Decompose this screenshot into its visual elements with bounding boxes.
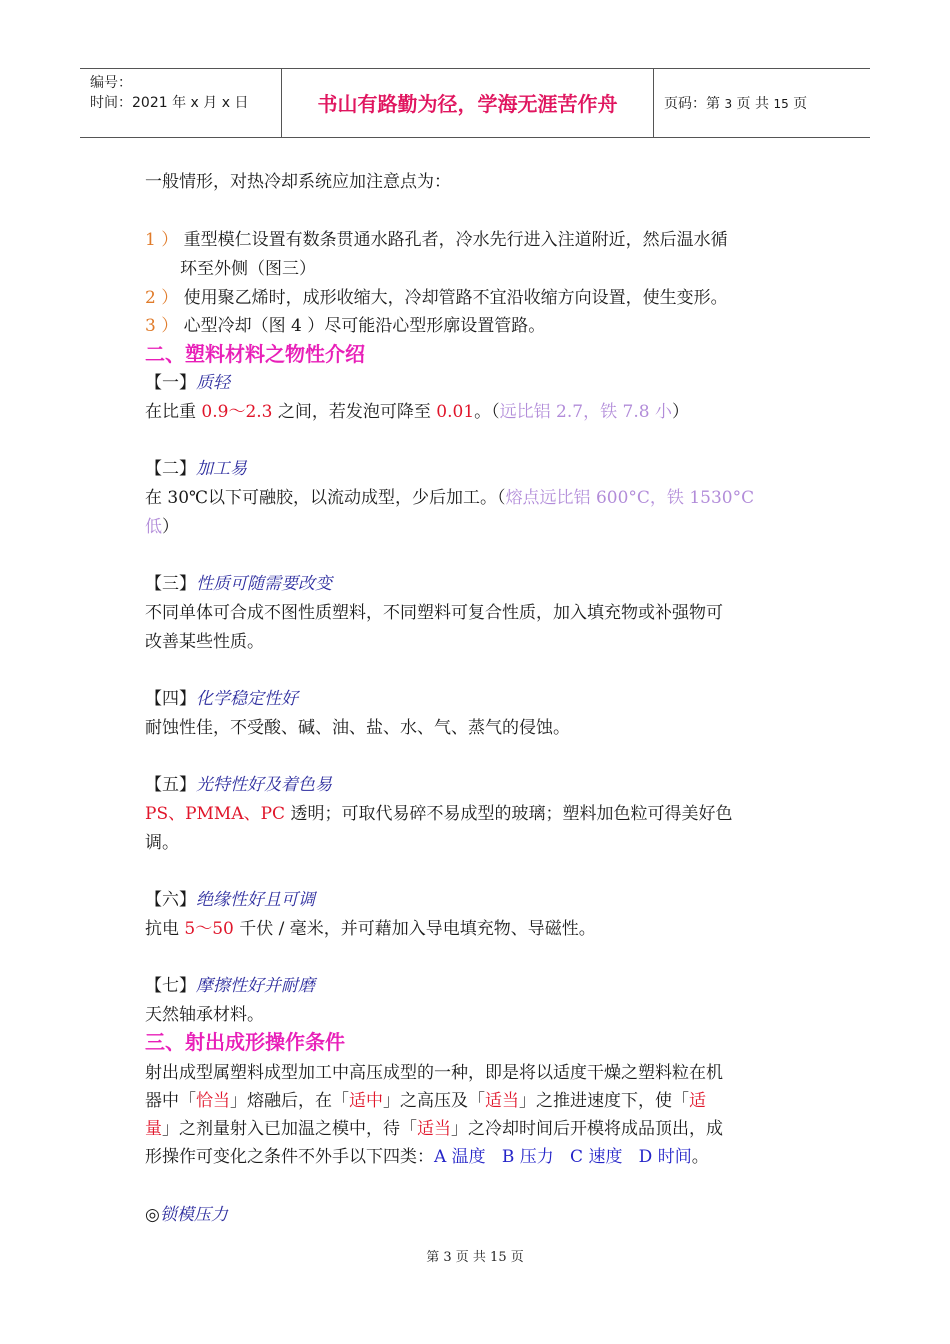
- property-7-heading: 【七】摩擦性好并耐磨: [145, 976, 315, 996]
- page-footer: 第 3 页 共 15 页: [426, 1250, 524, 1265]
- property-1-heading: 【一】质轻: [145, 373, 230, 393]
- motto: 书山有路勤为径，学海无涯苦作舟: [282, 69, 654, 137]
- property-5-body: PS、PMMA、PC 透明；可取代易碎不易成型的玻璃；塑料加色粒可得美好色: [145, 804, 733, 824]
- section-3-para-line-4: 形操作可变化之条件不外手以下四类：A 温度 B 压力 C 速度 D 时间。: [145, 1147, 709, 1167]
- property-7-body: 天然轴承材料。: [145, 1005, 264, 1025]
- header-meta-cell: [80, 69, 282, 137]
- property-2-heading: 【二】加工易: [145, 459, 247, 479]
- property-2-body: 在 30℃以下可融胶，以流动成型，少后加工。（熔点远比铝 600°C，铁 1530°C: [145, 488, 755, 508]
- property-4-body: 耐蚀性佳，不受酸、碱、油、盐、水、气、蒸气的侵蚀。: [145, 718, 570, 738]
- page-info: 页码：第 3 页 共 15 页: [664, 96, 808, 112]
- property-3-body: 不同单体可合成不图性质塑料，不同塑料可复合性质，加入填充物或补强物可: [145, 603, 723, 623]
- point-2: 2 ） 使用聚乙烯时，成形收缩大，冷却管路不宜沿收缩方向设置，使生变形。: [145, 288, 728, 308]
- property-1-body: 在比重 0.9～2.3 之间，若发泡可降至 0.01。（远比铝 2.7，铁 7.8 小）: [145, 402, 689, 422]
- category-temperature: A 温度: [434, 1147, 486, 1167]
- property-2-body-cont: 低）: [145, 517, 179, 537]
- point-1: 1 ） 重型模仁设置有数条贯通水路孔者，冷水先行进入注道附近，然后温水循: [145, 230, 728, 250]
- section-3-para-line-2: 器中「恰当」熔融后，在「适中」之高压及「适当」之推进速度下，使「适: [145, 1091, 706, 1111]
- number-label: 编号：: [90, 75, 132, 91]
- property-3-body-cont: 改善某些性质。: [145, 632, 264, 652]
- property-6-body: 抗电 5～50 千伏 / 毫米，并可藉加入导电填充物、导磁性。: [145, 919, 596, 939]
- date-label: 时间：2021 年 x 月 x 日: [90, 95, 249, 111]
- category-speed: C 速度: [570, 1147, 623, 1167]
- property-5-heading: 【五】光特性好及着色易: [145, 775, 332, 795]
- category-pressure: B 压力: [501, 1147, 554, 1167]
- intro-text: 一般情形，对热冷却系统应加注意点为：: [145, 172, 451, 192]
- section-3-title: 三、射出成形操作条件: [145, 1030, 345, 1054]
- property-5-body-cont: 调。: [145, 833, 179, 853]
- section-2-title: 二、塑料材料之物性介绍: [145, 342, 365, 366]
- category-time: D 时间: [638, 1147, 692, 1167]
- property-6-heading: 【六】绝缘性好且可调: [145, 890, 315, 910]
- property-4-heading: 【四】化学稳定性好: [145, 689, 298, 709]
- section-3-para-line-3: 量」之剂量射入已加温之模中，待「适当」之冷却时间后开模将成品顶出，成: [145, 1119, 723, 1139]
- point-3: 3 ） 心型冷却（图 4 ）尽可能沿心型形廓设置管路。: [145, 316, 546, 336]
- clamp-pressure-heading: ◎锁模压力: [145, 1205, 228, 1225]
- section-3-para-line-1: 射出成型属塑料成型加工中高压成型的一种，即是将以适度干燥之塑料粒在机: [145, 1063, 723, 1083]
- point-1-cont: 环至外侧（图三）: [180, 259, 316, 279]
- header-table: [80, 68, 870, 138]
- property-3-heading: 【三】性质可随需要改变: [145, 574, 332, 594]
